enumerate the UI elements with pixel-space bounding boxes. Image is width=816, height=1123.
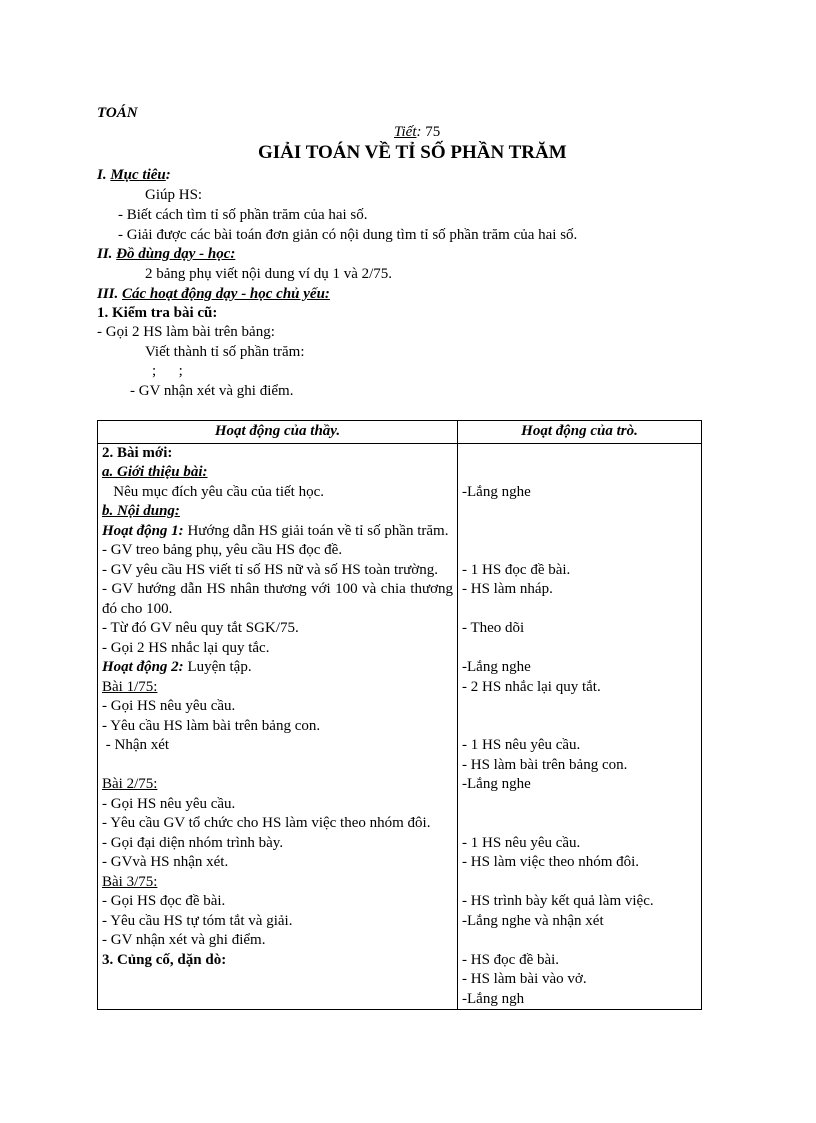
student-line xyxy=(462,717,697,737)
teacher-line-text: - Gọi HS đọc đề bài. xyxy=(102,893,226,909)
student-line xyxy=(462,463,697,483)
teacher-line-text: - GVvà HS nhận xét. xyxy=(102,854,229,870)
student-activities-cell xyxy=(458,443,702,1010)
materials-heading-num: II. xyxy=(97,246,113,262)
objective-item-2: - Giải được các bài toán đơn giản có nội dung tìm tỉ số phần trăm của hai số. xyxy=(118,227,578,243)
teacher-line-text: - GV nhận xét và ghi điểm. xyxy=(102,932,266,948)
teacher-line xyxy=(102,463,453,483)
teacher-line xyxy=(102,658,453,678)
teacher-line-text: - Gọi HS nêu yêu cầu. xyxy=(102,795,236,812)
table-header-row xyxy=(98,421,702,444)
teacher-line-text: - Yêu cầu GV tổ chức cho HS làm việc theo nhóm đôi. xyxy=(102,815,431,831)
teacher-line-text: Nêu mục đích yêu cầu của tiết học. xyxy=(102,483,324,500)
lesson-number: Tiết: 75 xyxy=(394,124,441,140)
teacher-line xyxy=(102,619,453,639)
materials-heading xyxy=(97,245,235,264)
student-line: - HS làm nháp. xyxy=(462,581,553,597)
objectives-heading-suffix: : xyxy=(165,167,171,183)
student-line: -Lắng nghe xyxy=(462,659,531,675)
teacher-line xyxy=(102,873,453,893)
student-line xyxy=(462,814,697,834)
teacher-line-text: - Nhận xét xyxy=(102,737,170,753)
teacher-line xyxy=(102,853,453,873)
teacher-line xyxy=(102,814,453,834)
student-line xyxy=(462,931,697,951)
teacher-line-text: b. Nội dung: xyxy=(102,503,180,519)
page-title: GIẢI TOÁN VỀ TỈ SỐ PHẦN TRĂM xyxy=(258,142,567,163)
teacher-line xyxy=(102,697,453,717)
activities-heading-num: III. xyxy=(97,286,119,302)
teacher-line xyxy=(102,892,453,912)
teacher-line xyxy=(102,639,453,659)
review-heading: 1. Kiểm tra bài cũ: xyxy=(97,305,218,321)
student-line: - 1 HS đọc đề bài. xyxy=(462,561,571,578)
student-line: -Lắng ngh xyxy=(462,990,525,1007)
student-line: - HS làm bài trên bảng con. xyxy=(462,756,628,773)
table-body-row xyxy=(98,443,702,1010)
teacher-line-text: - GV treo bảng phụ, yêu cầu HS đọc đề. xyxy=(102,542,343,558)
teacher-line xyxy=(102,951,453,971)
student-line: - Theo dõi xyxy=(462,620,525,636)
teacher-line-text: - Yêu cầu HS làm bài trên bảng con. xyxy=(102,717,321,734)
subject-label: TOÁN xyxy=(97,105,138,121)
activity-label: Hoạt động 1: xyxy=(102,522,184,539)
teacher-line xyxy=(102,795,453,815)
review-line-1: - Gọi 2 HS làm bài trên bảng: xyxy=(97,324,275,340)
teacher-line xyxy=(102,678,453,698)
student-line: - 2 HS nhắc lại quy tắt. xyxy=(462,678,601,695)
review-line-4: - GV nhận xét và ghi điểm. xyxy=(130,383,294,399)
student-line xyxy=(462,444,697,464)
teacher-line-text: Bài 1/75: xyxy=(102,678,158,695)
objectives-heading xyxy=(97,166,171,185)
student-column-header: Hoạt động của trò. xyxy=(458,421,702,444)
student-line: -Lắng nghe xyxy=(462,776,531,792)
teacher-column-header: Hoạt động của thầy. xyxy=(98,421,458,444)
materials-heading-text: Đồ dùng dạy - học: xyxy=(116,246,236,262)
student-line: - 1 HS nêu yêu cầu. xyxy=(462,737,581,753)
student-line: -Lắng nghe và nhận xét xyxy=(462,912,604,929)
teacher-line-text: a. Giới thiệu bài: xyxy=(102,464,208,480)
teacher-line xyxy=(102,522,453,542)
activities-heading-text: Các hoạt động dạy - học chủ yếu: xyxy=(122,286,330,302)
teacher-line-text: 3. Củng cố, dặn dò: xyxy=(102,951,227,968)
teacher-line xyxy=(102,502,453,522)
teacher-line xyxy=(102,834,453,854)
teacher-line-text: - GV hướng dẫn HS nhân thương với 100 và chia thương đó cho 100. xyxy=(102,581,457,617)
teacher-line-text: Luyện tập. xyxy=(183,659,252,675)
student-line: - 1 HS nêu yêu cầu. xyxy=(462,834,581,851)
objective-item-1: - Biết cách tìm tỉ số phần trăm của hai số. xyxy=(118,207,368,223)
teacher-line xyxy=(102,912,453,932)
teacher-line xyxy=(102,561,453,581)
teacher-line xyxy=(102,541,453,561)
activity-label: Hoạt động 2: xyxy=(102,659,184,675)
student-line: - HS đọc đề bài. xyxy=(462,951,560,968)
materials-text: 2 bảng phụ viết nội dung ví dụ 1 và 2/75. xyxy=(145,266,393,282)
teacher-activities-cell xyxy=(98,443,458,1010)
teacher-line xyxy=(102,717,453,737)
teacher-line-text: Hướng dẫn HS giải toán về tỉ số phần trăm. xyxy=(183,522,449,539)
activity-table xyxy=(97,420,702,1010)
objectives-intro: Giúp HS: xyxy=(145,187,203,203)
teacher-line xyxy=(102,580,457,619)
teacher-line-text: - Gọi HS nêu yêu cầu. xyxy=(102,698,236,714)
student-line xyxy=(462,502,697,522)
teacher-line-text: Bài 3/75: xyxy=(102,873,158,890)
teacher-line-text: - Yêu cầu HS tự tóm tắt và giải. xyxy=(102,912,293,929)
student-line: - HS làm bài vào vở. xyxy=(462,971,587,987)
lesson-number-value: 75 xyxy=(425,124,441,140)
teacher-line-text: - Từ đó GV nêu quy tắt SGK/75. xyxy=(102,620,299,636)
student-line: -Lắng nghe xyxy=(462,483,531,500)
activities-heading xyxy=(97,285,330,304)
student-line xyxy=(462,697,697,717)
teacher-line xyxy=(102,756,453,776)
objectives-heading-num: I. xyxy=(97,167,107,183)
teacher-line xyxy=(102,775,453,795)
objectives-heading-text: Mục tiêu xyxy=(110,167,166,183)
teacher-line xyxy=(102,736,453,756)
teacher-line xyxy=(102,444,453,464)
student-line xyxy=(462,873,697,893)
teacher-line-text: Bài 2/75: xyxy=(102,776,158,792)
review-line-2: Viết thành tỉ số phần trăm: xyxy=(145,344,305,360)
teacher-line xyxy=(102,483,453,503)
student-line xyxy=(462,795,697,815)
teacher-line-text: - Gọi 2 HS nhắc lại quy tắc. xyxy=(102,639,270,656)
review-line-3: ; ; xyxy=(152,363,183,379)
teacher-line-text: 2. Bài mới: xyxy=(102,444,173,461)
lesson-label: Tiết xyxy=(394,124,417,140)
teacher-line-text: - Gọi đại diện nhóm trình bày. xyxy=(102,834,284,851)
teacher-line xyxy=(102,931,453,951)
student-line: - HS trình bày kết quả làm việc. xyxy=(462,893,654,909)
student-line: - HS làm việc theo nhóm đôi. xyxy=(462,854,640,870)
student-line xyxy=(462,522,697,561)
teacher-line-text: - GV yêu cầu HS viết tỉ số HS nữ và số HS toàn trường. xyxy=(102,561,438,578)
